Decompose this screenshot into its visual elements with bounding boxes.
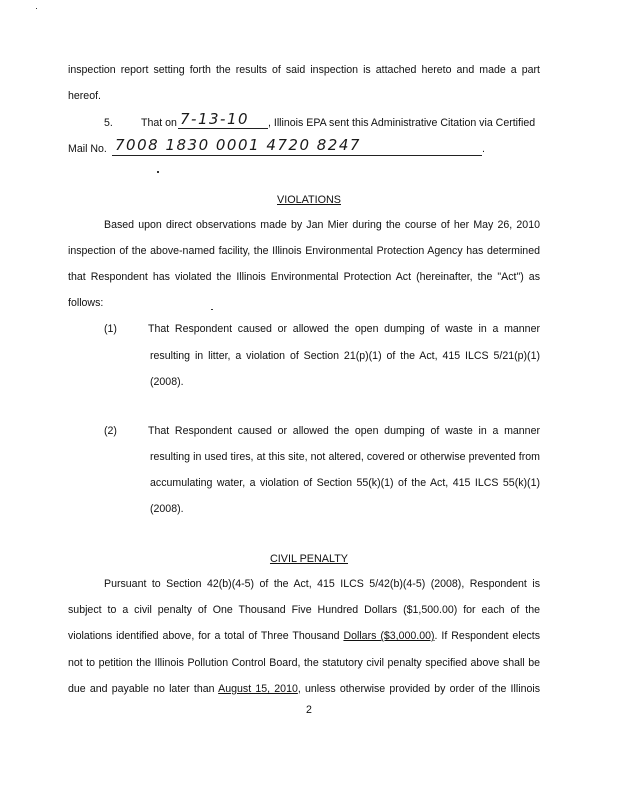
civil-penalty-line-2: subject to a civil penalty of One Thousand Five Hundred Dollars ($1,500.00) for each of the xyxy=(68,604,540,616)
violation-2-number: (2) xyxy=(104,425,117,437)
scan-speck xyxy=(157,171,159,173)
mail-number-underline xyxy=(112,155,482,156)
scan-speck xyxy=(211,309,213,310)
line-3-text-end: . If Respondent elects xyxy=(434,630,541,642)
item-5-sent-text: , Illinois EPA sent this Administrative Citation via Certified xyxy=(268,117,536,129)
line-5-text-end: , unless otherwise provided by order of the Illinois xyxy=(297,683,540,695)
page-number: 2 xyxy=(306,704,312,716)
intro-line-1: inspection report setting forth the results of said inspection is attached hereto and made a part xyxy=(68,64,540,76)
total-penalty-amount: Dollars ($3,000.00) xyxy=(343,630,435,642)
civil-penalty-line-5 xyxy=(68,683,540,696)
mail-label: Mail No. xyxy=(68,143,107,155)
date-underline xyxy=(178,128,268,129)
civil-penalty-line-4: not to petition the Illinois Pollution Control Board, the statutory civil penalty specified above shall be xyxy=(68,657,540,669)
civil-penalty-line-3 xyxy=(68,630,540,643)
handwritten-mail-number: 7008 1830 0001 4720 8247 xyxy=(115,136,361,154)
line-5-text: due and payable no later than xyxy=(68,683,219,695)
violation-2-line-2: resulting in used tires, at this site, not altered, covered or otherwise prevented from xyxy=(150,451,540,463)
civil-penalty-heading: CIVIL PENALTY xyxy=(269,553,348,565)
violation-1-number: (1) xyxy=(104,323,117,335)
mail-period: . xyxy=(482,143,485,155)
civil-penalty-line-1: Pursuant to Section 42(b)(4-5) of the Act, 415 ILCS 5/42(b)(4-5) (2008), Respondent is xyxy=(104,578,540,590)
violations-para-line-4: follows: xyxy=(68,297,104,309)
violation-1-line-1: That Respondent caused or allowed the open dumping of waste in a manner xyxy=(148,323,540,335)
violation-2-line-1: That Respondent caused or allowed the open dumping of waste in a manner xyxy=(148,425,540,437)
item-5-that-on: That on xyxy=(141,117,177,129)
violation-1-line-2: resulting in litter, a violation of Section 21(p)(1) of the Act, 415 ILCS 5/21(p)(1) xyxy=(150,350,540,362)
violation-1-line-3: (2008). xyxy=(150,376,184,388)
violations-para-line-2: inspection of the above-named facility, the Illinois Environmental Protection Agency has determined xyxy=(68,245,540,257)
violations-para-line-1: Based upon direct observations made by Jan Mier during the course of her May 26, 2010 xyxy=(104,219,540,231)
item-5-number: 5. xyxy=(104,117,113,129)
handwritten-date: 7-13-10 xyxy=(180,110,250,128)
scan-speck xyxy=(36,8,37,9)
line-3-text: violations identified above, for a total of Three Thousand xyxy=(68,630,344,642)
violations-para-line-3: that Respondent has violated the Illinois Environmental Protection Act (hereinafter, the "Act") as xyxy=(68,271,540,283)
violations-heading: VIOLATIONS xyxy=(277,194,341,206)
intro-line-2: hereof. xyxy=(68,90,101,102)
due-date: August 15, 2010 xyxy=(218,683,298,695)
violation-2-line-3: accumulating water, a violation of Section 55(k)(1) of the Act, 415 ILCS 55(k)(1) xyxy=(150,477,540,489)
violation-2-line-4: (2008). xyxy=(150,503,184,515)
